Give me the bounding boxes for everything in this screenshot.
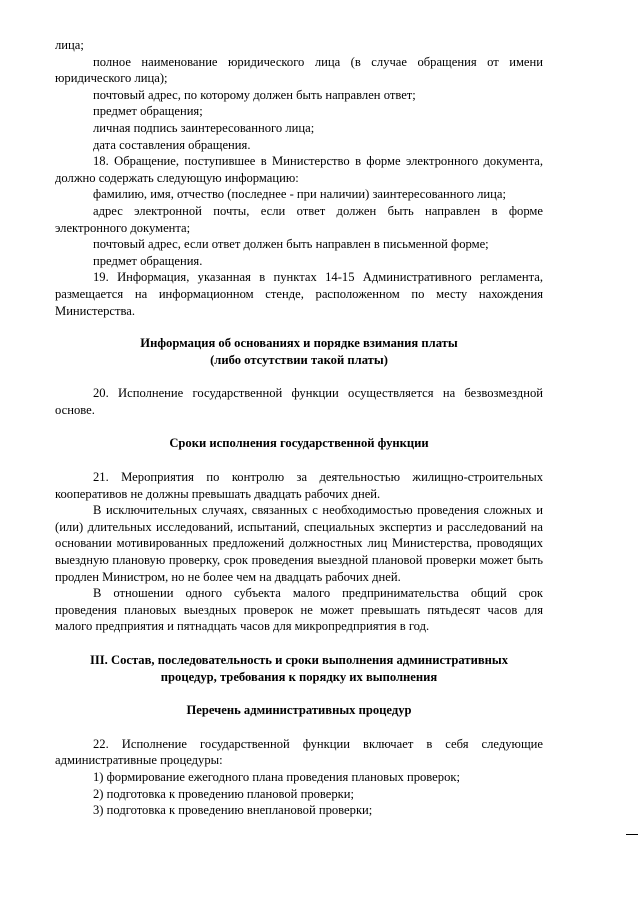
paragraph: лица; (55, 38, 84, 52)
paragraph: предмет обращения. (93, 253, 203, 268)
list-item: 1) формирование ежегодного плана проведения плановых проверок; (93, 769, 460, 784)
paragraph: почтовый адрес, по которому должен быть направлен ответ; (93, 87, 416, 102)
section-heading: Сроки исполнения государственной функции (169, 436, 429, 451)
paragraph: 18. Обращение, поступившее в Министерство в форме электронного документа, должно содержать следующую информацию: (55, 154, 543, 185)
paragraph: адрес электронной почты, если ответ должен быть направлен в форме электронного документа; (55, 203, 543, 235)
paragraph: почтовый адрес, если ответ должен быть направлен в письменной форме; (93, 237, 489, 252)
section-heading-line: (либо отсутствии такой платы) (210, 352, 388, 367)
paragraph: 21. Мероприятия по контролю за деятельностью жилищно-строительных кооперативов не должны превышать двадцать рабочих дней. (55, 470, 543, 501)
paragraph: полное наименование юридического лица (в случае обращения от имени юридического лица); (55, 54, 543, 86)
chapter-heading-line: процедур, требования к порядку их выполнения (160, 669, 438, 684)
section-heading-line: Информация об основаниях и порядке взимания платы (140, 336, 458, 351)
section-heading: Перечень административных процедур (186, 703, 412, 718)
paragraph: дата составления обращения. (93, 137, 251, 152)
scan-edge-mark (626, 834, 638, 835)
paragraph: 22. Исполнение государственной функции включает в себя следующие административные процедуры: (55, 736, 543, 768)
list-item: 2) подготовка к проведению плановой проверки; (93, 786, 355, 801)
document-page (55, 37, 543, 819)
paragraph: 19. Информация, указанная в пунктах 14-15 Административного регламента, размещается на информационном стенде, расположенном по месту нахождения Министерства. (55, 270, 543, 318)
chapter-heading-line: III. Состав, последовательность и сроки выполнения административных (89, 653, 509, 667)
paragraph: фамилию, имя, отчество (последнее - при наличии) заинтересованного лица; (93, 187, 506, 202)
paragraph: предмет обращения; (93, 104, 203, 119)
paragraph: 20. Исполнение государственной функции осуществляется на безвозмездной основе. (55, 386, 543, 417)
list-item: 3) подготовка к проведению внеплановой проверки; (93, 803, 373, 818)
paragraph: личная подпись заинтересованного лица; (93, 120, 315, 135)
paragraph: В исключительных случаях, связанных с необходимостью проведения сложных и (или) длительных исследований, испытаний, специальных экспертиз и расследований на основании мотивированных предложений должностных лиц Министерства, проводящих выездную плановую проверку, срок проведения выездной плановой проверки может быть продлен Министром, но не более чем на двадцать рабочих дней. (55, 503, 543, 584)
paragraph: В отношении одного субъекта малого предпринимательства общий срок проведения плановых выездных проверок не может превышать пятьдесят часов для малого предприятия и пятнадцать часов для микропредприятия в год. (55, 586, 543, 634)
